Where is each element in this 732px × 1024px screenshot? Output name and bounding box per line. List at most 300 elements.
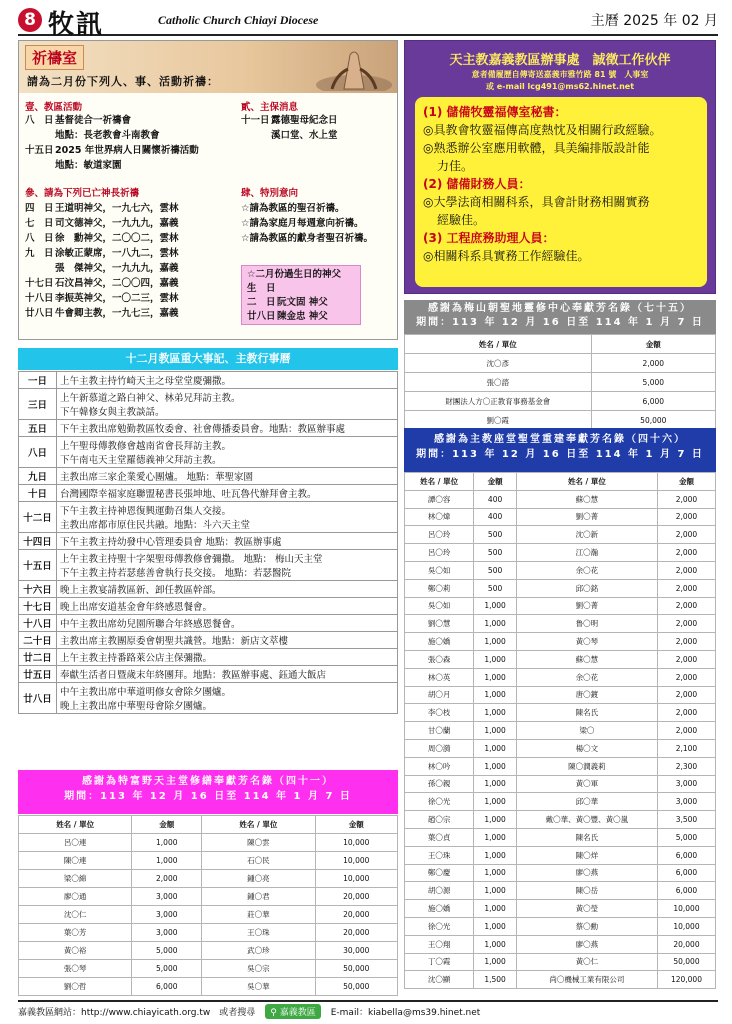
list-item: 八 日基督徒合一祈禱會 [25,115,132,126]
newsletter-logo: 牧訊 [48,10,105,40]
table-cell: 10,000 [315,834,397,852]
table-row [405,775,716,793]
table-cell: 500 [474,561,517,579]
table-cell: 2,000 [657,633,715,651]
table-row [405,561,716,579]
praying-hands-image [314,45,394,91]
table-cell: 5,000 [132,942,202,960]
table-cell: 1,000 [474,650,517,668]
event-line: 中午主教出席中華道明修女會除夕團爐。 [60,687,232,698]
tefuye-donor-period: 期間：113 年 12 月 16 日至 114 年 1 月 7 日 [64,791,352,802]
table-row [405,811,716,829]
event-row [19,632,398,649]
list-item: 七 日司文德神父，一九九九，嘉義 [25,218,179,229]
prayer-sec4-title: 肆、特別意向 [241,188,299,199]
job-item-line: ◎大學法商相關科系，具會計財務相關實務 [423,195,650,209]
table-cell: 余〇花 [516,668,657,686]
table-row [19,834,398,852]
event-row [19,389,398,420]
table-cell: 2,000 [591,354,715,373]
table-cell: 蘇〇慧 [516,650,657,668]
table-cell: 張〇諮 [405,373,592,392]
table-cell: 林〇煒 [405,508,474,526]
table-cell: 沈〇顯 [405,971,474,989]
table-cell: 1,000 [474,704,517,722]
table-cell: 1,000 [474,686,517,704]
table-cell: 1,000 [474,668,517,686]
birthday-title: ☆二月份過生日的神父 [247,269,342,280]
table-cell: 2,000 [657,526,715,544]
table-cell: 2,000 [657,490,715,508]
table-cell: 1,000 [474,935,517,953]
table-cell: 陳名氏 [516,704,657,722]
event-row [19,468,398,485]
job-item-heading: (2) 儲備財務人員： [423,177,531,191]
event-line: 上午聖母傳教修會越南省會長拜訪主教。 [60,441,232,452]
table-cell: 20,000 [315,906,397,924]
list-item: 十七日石汶昌神父，二〇〇四，嘉義 [25,278,179,289]
table-cell: 林〇英 [405,668,474,686]
col-header: 金額 [315,816,397,834]
event-line: 晚上出席安道基金會年終感恩餐會。 [60,602,213,613]
table-row [19,852,398,870]
event-text [57,615,398,632]
table-cell: 黃〇瑩 [516,900,657,918]
table-cell: 余〇花 [516,561,657,579]
table-cell: 1,000 [474,900,517,918]
list-item: 廿八日陳金忠 神父 [247,311,328,322]
prayer-sec3-title: 參、請為下列已亡神長祈禱 [25,188,140,199]
col-header: 金額 [474,473,517,491]
table-cell: 2,000 [132,870,202,888]
tefuye-donor-table [18,815,398,996]
table-cell: 1,000 [132,834,202,852]
table-cell: 10,000 [315,870,397,888]
table-row [19,978,398,996]
table-cell: 120,000 [657,971,715,989]
table-cell: 2,100 [657,739,715,757]
table-row [405,828,716,846]
event-text [57,666,398,683]
table-cell: 梁〇 [516,722,657,740]
table-cell: 2,000 [657,686,715,704]
table-cell: 20,000 [315,888,397,906]
event-day: 十二日 [19,502,57,533]
birthday-subtitle: 生 日 [247,283,276,294]
tefuye-donor-title: 感謝為特富野天主堂修繕奉獻芳名錄（四十一） [82,776,334,787]
table-row [405,882,716,900]
table-cell: 3,000 [132,924,202,942]
cathedral-donor-title: 感謝為主教座堂聖堂重建奉獻芳名錄（四十六） [434,434,686,445]
job-address: 意者備履歷自傳寄送嘉義市雅竹路 81 號 人事室 [471,70,649,79]
cathedral-donor-table [404,472,716,989]
meishan-donor-header [404,300,716,334]
event-row [19,550,398,581]
table-cell: 6,000 [657,846,715,864]
table-cell: 劉〇菁 [516,508,657,526]
event-day: 九日 [19,468,57,485]
job-item-line: 力佳。 [437,159,474,173]
table-cell: 鍾〇君 [202,888,315,906]
prayer-title: 祈禱室 [25,45,84,70]
table-row [405,971,716,989]
job-item-line: ◎具教會牧靈福傳高度熱忱及相關行政經驗。 [423,123,662,137]
table-cell: 50,000 [315,960,397,978]
list-item: 十八日李振英神父，一〇二三，雲林 [25,293,179,304]
table-cell: 王〇珠 [405,846,474,864]
prayer-sec1-title: 壹、教區活動 [25,102,83,113]
table-cell: 1,000 [474,864,517,882]
event-text [57,550,398,581]
search-keyword-button[interactable]: ⚲ 嘉義教區 [265,1004,320,1019]
table-cell: 吳〇宗 [202,960,315,978]
diocese-name: Catholic Church Chiayi Diocese [158,13,319,27]
december-events-table [18,371,398,714]
birthday-box [241,265,361,325]
col-header: 姓名 / 單位 [202,816,315,834]
event-line: 晚上主教宴請教區新、卸任教區幹部。 [60,585,222,596]
table-cell: 黃〇仁 [516,953,657,971]
job-item-line: ◎相關科系具實務工作經驗佳。 [423,249,590,263]
table-cell: 10,000 [657,917,715,935]
event-text [57,632,398,649]
table-cell: 沈〇彥 [405,354,592,373]
prayer-room-section [18,40,398,340]
table-cell: 3,500 [657,811,715,829]
list-item: ☆請為教區的獻身者聖召祈禱。 [241,233,374,244]
table-cell: 鄭〇莉 [405,579,474,597]
table-cell: 2,300 [657,757,715,775]
table-row [405,508,716,526]
event-text [57,389,398,420]
meishan-donor-table [404,334,716,430]
table-cell: 李〇枝 [405,704,474,722]
table-row [405,597,716,615]
table-row [19,870,398,888]
event-row [19,649,398,666]
table-cell: 甘〇蘭 [405,722,474,740]
col-header: 姓名 / 單位 [516,473,657,491]
event-row [19,581,398,598]
table-cell: 50,000 [657,953,715,971]
col-header: 金額 [591,335,715,354]
job-email[interactable]: 或 e-mail lcg491@ms62.hinet.net [485,82,635,91]
list-item: 四 日王道明神父，一九七六，雲林 [25,203,179,214]
search-icon: ⚲ [270,1007,280,1018]
event-text [57,420,398,437]
table-cell: 徐〇光 [405,917,474,935]
table-cell: 孫〇親 [405,775,474,793]
event-row [19,485,398,502]
table-cell: 2,000 [657,508,715,526]
table-cell: 500 [474,544,517,562]
table-row [405,650,716,668]
table-cell: 周〇漪 [405,739,474,757]
table-cell: 500 [474,526,517,544]
table-row [405,392,716,411]
event-row [19,666,398,683]
table-cell: 廖〇通 [19,888,132,906]
table-cell: 丁〇霞 [405,953,474,971]
prayer-header-band [19,41,397,93]
table-cell: 劉〇霞 [405,411,592,430]
table-cell: 1,000 [474,775,517,793]
event-row [19,372,398,389]
table-row [405,704,716,722]
table-row [405,526,716,544]
job-item-heading: (3) 工程庶務助理人員： [423,231,555,245]
table-cell: 胡〇源 [405,882,474,900]
table-cell: 黃〇琴 [516,633,657,651]
table-cell: 呂〇連 [19,834,132,852]
table-cell: 葉〇芳 [19,924,132,942]
list-item: 二 日阮文固 神父 [247,297,328,308]
table-cell: 10,000 [657,900,715,918]
list-item: ☆請為教區的聖召祈禱。 [241,203,345,214]
table-row [405,354,716,373]
table-cell: 2,000 [657,544,715,562]
table-cell: 2,000 [657,668,715,686]
event-line: 台灣國際幸福家庭聯盟秘書長張坤地、吐瓦魯代辦拜會主教。 [60,489,317,500]
event-line: 上午主教主持聖十字架聖母傳教修會彌撒。 地點： 梅山天主堂 [60,554,323,565]
prayer-subtitle: 請為二月份下列人、事、活動祈禱： [27,75,219,88]
event-day: 五日 [19,420,57,437]
table-cell: 1,000 [474,793,517,811]
event-day: 一日 [19,372,57,389]
table-row [19,906,398,924]
table-cell: 1,000 [474,811,517,829]
list-item: 九 日涂敏正蒙席，一八九二，雲林 [25,248,179,259]
table-cell: 沈〇仁 [19,906,132,924]
prayer-sec2-list [241,113,338,143]
table-cell: 3,000 [657,793,715,811]
table-cell: 1,000 [474,828,517,846]
table-cell: 蔡〇勳 [516,917,657,935]
table-cell: 施〇嬌 [405,633,474,651]
table-cell: 財團法人方〇正教育事務基金會 [405,392,592,411]
table-cell: 1,000 [474,846,517,864]
table-cell: 2,000 [657,561,715,579]
table-cell: 趙〇宗 [405,811,474,829]
event-row [19,615,398,632]
col-header: 金額 [132,816,202,834]
table-cell: 1,000 [474,757,517,775]
event-day: 十四日 [19,533,57,550]
cathedral-donor-period: 期間：113 年 12 月 16 日至 114 年 1 月 7 日 [416,449,704,460]
table-cell: 5,000 [657,828,715,846]
table-cell: 邱〇華 [516,793,657,811]
table-cell: 6,000 [591,392,715,411]
table-row [19,960,398,978]
table-cell: 尚〇機械工業有限公司 [516,971,657,989]
table-cell: 吳〇如 [405,597,474,615]
table-cell: 鍾〇亮 [202,870,315,888]
table-cell: 莊〇華 [202,906,315,924]
job-item-line: 經驗佳。 [437,213,486,227]
table-cell: 沈〇新 [516,526,657,544]
event-day: 十八日 [19,615,57,632]
event-day: 十六日 [19,581,57,598]
table-cell: 2,000 [657,615,715,633]
meishan-donor-period: 期間：113 年 12 月 16 日至 114 年 1 月 7 日 [416,317,704,328]
event-line: 下午主教主持神恩復興運動召集人交接。 [60,506,232,517]
tefuye-donor-header [18,770,398,814]
table-cell: 陳〇烊 [516,846,657,864]
table-row [19,924,398,942]
table-row [405,917,716,935]
event-line: 下午韓修女與主教談話。 [60,407,165,418]
table-cell: 50,000 [591,411,715,430]
event-line: 主教出席三家企業愛心團爐。 地點：華聖家園 [60,472,254,483]
list-item: 八 日徐 勳神父，二〇〇二，雲林 [25,233,179,244]
table-cell: 鄭〇慶 [405,864,474,882]
col-header: 姓名 / 單位 [19,816,132,834]
col-header: 金額 [657,473,715,491]
table-cell: 3,000 [132,888,202,906]
issue-date: 主曆 2025 年 02 月 [590,13,718,29]
table-cell: 呂〇玲 [405,544,474,562]
table-row [405,373,716,392]
event-text [57,581,398,598]
table-row [405,633,716,651]
table-cell: 劉〇菁 [516,597,657,615]
job-details-box [415,97,707,287]
event-row [19,502,398,533]
event-day: 八日 [19,437,57,468]
table-row [405,739,716,757]
table-cell: 1,000 [474,917,517,935]
table-cell: 胡〇月 [405,686,474,704]
table-cell: 50,000 [315,978,397,996]
table-cell: 20,000 [315,924,397,942]
event-text [57,598,398,615]
event-line: 奉獻生活者日暨歲末年終團拜。地點：教區辦事處、鈺通大飯店 [60,670,327,681]
table-cell: 吳〇華 [202,978,315,996]
table-row [405,935,716,953]
table-cell: 吳〇如 [405,561,474,579]
table-cell: 1,500 [474,971,517,989]
event-text [57,468,398,485]
event-text [57,649,398,666]
table-cell: 石〇民 [202,852,315,870]
table-cell: 林〇吟 [405,757,474,775]
prayer-sec1-list [25,113,199,173]
table-cell: 10,000 [315,852,397,870]
table-cell: 400 [474,490,517,508]
table-cell: 張〇琴 [19,960,132,978]
table-cell: 3,000 [132,906,202,924]
table-cell: 鲁〇明 [516,615,657,633]
cathedral-donor-header [404,428,716,472]
event-line: 上午新慕道之路白神父、林弟兄拜訪主教。 [60,393,241,404]
table-row [405,544,716,562]
footer-email[interactable]: E-mail：kiabella@ms39.hinet.net [330,1007,481,1018]
event-line: 主教出席主教團原委會朝聖共識營。地點：新店文萃樓 [60,636,289,647]
table-cell: 劉〇哲 [19,978,132,996]
table-cell: 王〇珠 [202,924,315,942]
table-cell: 蘇〇慧 [516,490,657,508]
table-cell: 30,000 [315,942,397,960]
table-cell: 戴〇華、黃〇豐、黃〇嵐 [516,811,657,829]
table-cell: 葉〇貞 [405,828,474,846]
event-line: 主教出席都市原住民共融。地點：斗六天主堂 [60,520,251,531]
event-line: 下午主教出席勉勤教區牧委會、社會傳播委員會。地點：教區辦事處 [60,424,346,435]
table-cell: 1,000 [474,722,517,740]
table-cell: 張〇森 [405,650,474,668]
event-line: 下午主教主持幼發中心管理委員會 地點：教區辦事處 [60,537,282,548]
prayer-sec3-list [25,201,179,321]
table-row [405,900,716,918]
event-day: 十日 [19,485,57,502]
table-row [405,846,716,864]
table-cell: 6,000 [132,978,202,996]
table-row [405,411,716,430]
list-item: 溪口堂、水上堂 [271,130,338,141]
prayer-sec4-list [241,201,373,246]
list-item: 十一日露德聖母紀念日 [241,115,338,126]
table-cell: 5,000 [132,960,202,978]
event-day: 廿二日 [19,649,57,666]
event-day: 三日 [19,389,57,420]
event-text [57,683,398,714]
table-cell: 1,000 [474,953,517,971]
table-cell: 楊〇文 [516,739,657,757]
table-cell: 3,000 [657,775,715,793]
event-text [57,437,398,468]
event-day: 廿五日 [19,666,57,683]
table-cell: 梁〇綿 [19,870,132,888]
event-row [19,598,398,615]
table-row [19,888,398,906]
table-cell: 徐〇光 [405,793,474,811]
table-row [405,864,716,882]
table-cell: 400 [474,508,517,526]
job-title: 天主教嘉義教區辦事處 誠徵工作伙伴 [449,53,671,68]
event-line: 下午南屯天主堂羅德義神父拜訪主教。 [60,455,222,466]
table-cell: 2,000 [657,722,715,740]
list-item: 十五日2025 年世界病人日關懷祈禱活動 [25,145,199,156]
table-cell: 陳〇潤義莉 [516,757,657,775]
december-events-title: 十二月教區重大事記、主教行事曆 [18,348,398,370]
website-label[interactable]: 嘉義教區網站：http://www.chiayicath.org.tw 或者搜尋 [18,1007,256,1018]
event-line: 中午主教出席幼兒園所聯合年終感恩餐會。 [60,619,241,630]
event-row [19,437,398,468]
table-row [405,722,716,740]
table-row [19,942,398,960]
table-row [405,953,716,971]
event-line: 上午主教主持番路萊公店主保彌撒。 [60,653,213,664]
table-cell: 陳名氏 [516,828,657,846]
table-cell: 劉〇慧 [405,615,474,633]
event-line: 下午主教主持若瑟慈善會執行長交接。 地點：若瑟醫院 [60,568,292,579]
event-row [19,683,398,714]
table-cell: 譚〇容 [405,490,474,508]
table-cell: 1,000 [132,852,202,870]
table-cell: 1,000 [474,615,517,633]
table-cell: 陳〇連 [19,852,132,870]
col-header: 姓名 / 單位 [405,335,592,354]
footer [18,1000,718,1020]
table-cell: 武〇珍 [202,942,315,960]
table-cell: 王〇翔 [405,935,474,953]
job-item-heading: (1) 儲備牧靈福傳室秘書： [423,105,567,119]
table-cell: 1,000 [474,739,517,757]
table-cell: 施〇嬌 [405,900,474,918]
table-cell: 廖〇燕 [516,935,657,953]
event-text [57,485,398,502]
table-cell: 1,000 [474,882,517,900]
table-cell: 5,000 [591,373,715,392]
